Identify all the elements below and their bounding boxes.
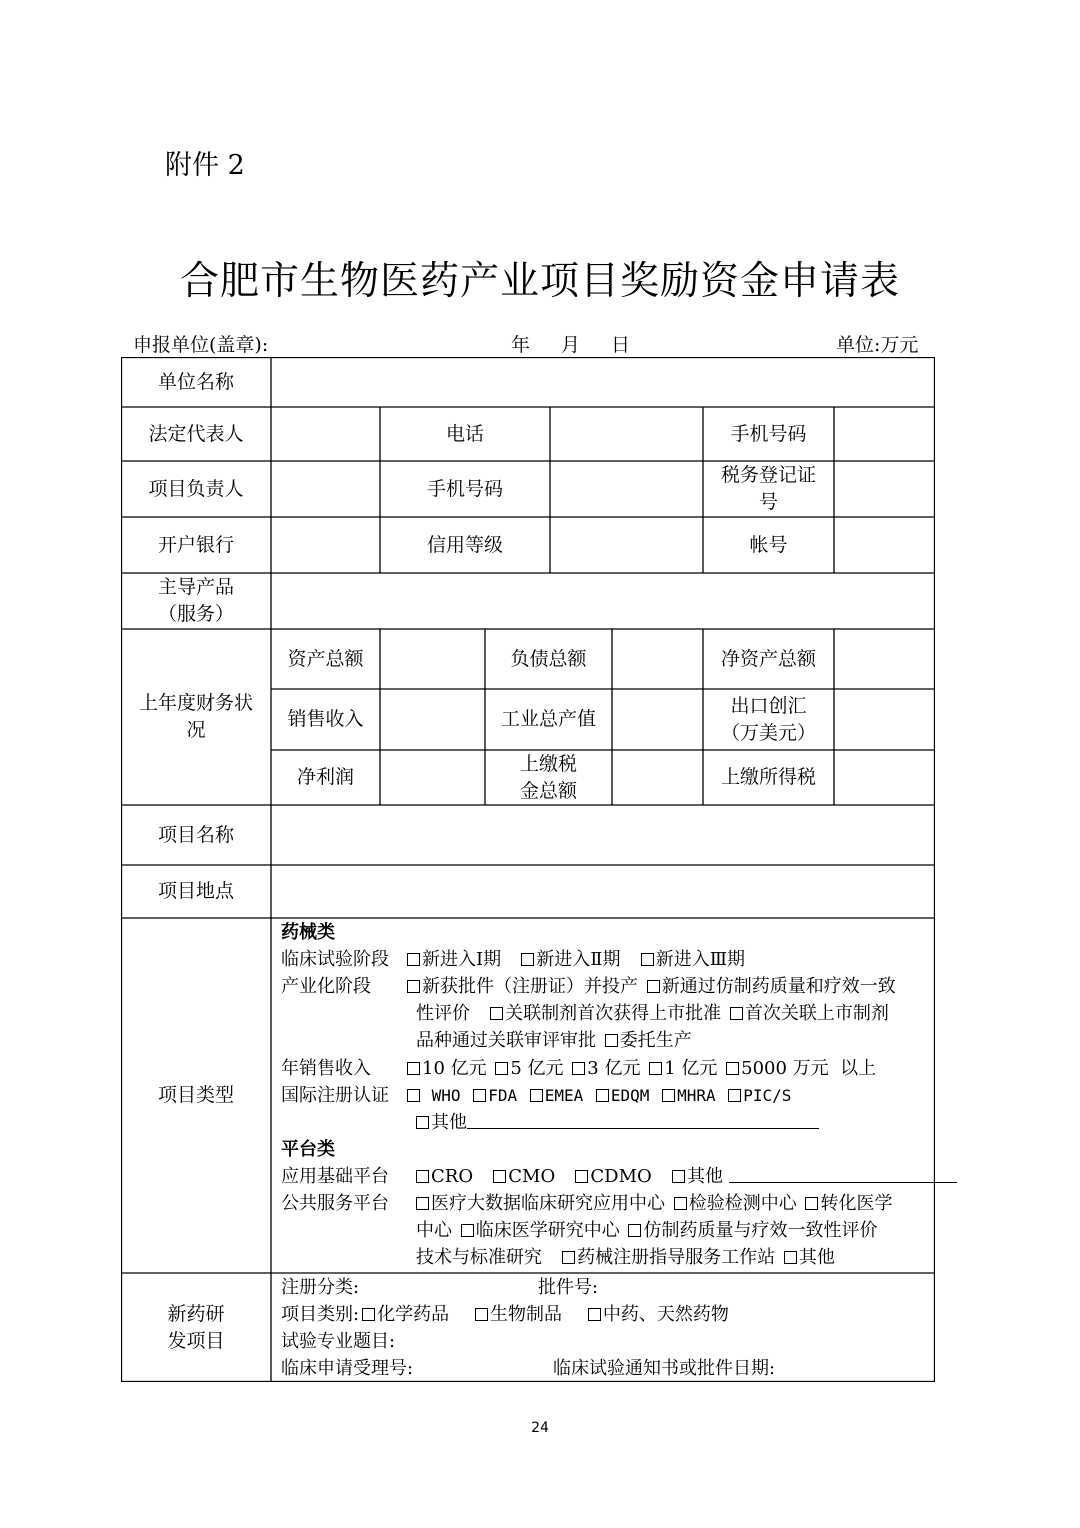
- option-label: 医疗大数据临床研究应用中心: [431, 1193, 665, 1214]
- checkbox[interactable]: [730, 1007, 743, 1020]
- other-input-line[interactable]: [467, 1114, 819, 1129]
- clinical-no-label: 临床申请受理号:: [281, 1358, 414, 1379]
- category-label: 项目类别:: [281, 1304, 360, 1325]
- sales-suffix: 以上: [840, 1058, 877, 1079]
- approval-no-label: 批件号:: [538, 1277, 599, 1298]
- date-day: 日: [611, 334, 631, 356]
- project-name-label: 项目名称: [157, 823, 234, 846]
- sales-options: [404, 1055, 876, 1082]
- main-product-line1: 主导产品: [157, 576, 234, 598]
- industrial-row2: [416, 1000, 889, 1027]
- option-label: 中药、天然药物: [602, 1304, 729, 1325]
- date-month: 月: [561, 334, 581, 356]
- sales-range-label: 年销售收入: [281, 1058, 371, 1079]
- project-category: [281, 1301, 729, 1328]
- option-label: 临床医学研究中心: [475, 1220, 620, 1241]
- option-label: MHRA: [677, 1086, 716, 1105]
- other-input-line[interactable]: [729, 1168, 957, 1183]
- checkbox[interactable]: [728, 1089, 741, 1102]
- checkbox[interactable]: [647, 980, 660, 993]
- finance-line2: 况: [186, 719, 206, 741]
- project-lead-label: 项目负责人: [148, 477, 244, 500]
- project-type-label: 项目类型: [157, 1084, 234, 1106]
- form-title: 合肥市生物医药产业项目奖励资金申请表: [179, 259, 900, 304]
- intl-cert-label: 国际注册认证: [281, 1085, 389, 1106]
- option-label: 5 亿元: [510, 1058, 564, 1079]
- checkbox[interactable]: [461, 1224, 474, 1237]
- export-label: [703, 689, 834, 750]
- checkbox[interactable]: [588, 1308, 601, 1321]
- new-drug-label: [121, 1273, 271, 1382]
- page-number: 24: [531, 1420, 549, 1436]
- public-row1: [413, 1190, 892, 1217]
- project-site-label: 项目地点: [157, 880, 234, 902]
- checkbox[interactable]: [407, 1062, 420, 1075]
- new-drug-line1: 新药研: [167, 1302, 225, 1325]
- sales-label: 销售收入: [287, 708, 364, 730]
- checkbox[interactable]: [596, 1089, 609, 1102]
- industrial-output-label: 工业总产值: [500, 708, 596, 730]
- option-label: FDA: [488, 1086, 518, 1105]
- option-label: 新进入Ⅰ期: [422, 949, 502, 970]
- option-label: PIC/S: [743, 1086, 792, 1105]
- clinical-options: [404, 946, 745, 973]
- tax-paid-label: [485, 750, 612, 805]
- option-label: 5000 万元: [741, 1058, 829, 1079]
- option-label: WHO: [431, 1086, 461, 1105]
- checkbox[interactable]: [562, 1251, 575, 1264]
- option-label: EDQM: [610, 1086, 650, 1105]
- export-line2: （万美元）: [720, 721, 816, 744]
- total-assets-label: 资产总额: [287, 647, 364, 670]
- app-platform-label: 应用基础平台: [281, 1166, 389, 1187]
- checkbox[interactable]: [674, 1197, 687, 1210]
- income-tax-label: 上缴所得税: [720, 766, 816, 788]
- checkbox[interactable]: [605, 1034, 618, 1047]
- option-label-cont: 品种通过关联审评审批: [416, 1030, 596, 1051]
- topic-label: 试验专业题目:: [281, 1331, 396, 1352]
- phone-label: 电话: [445, 422, 484, 445]
- option-label: 其他: [686, 1166, 723, 1187]
- tax-paid-line2: 金总额: [519, 779, 577, 802]
- public-row3: [416, 1244, 835, 1271]
- option-label: 3 亿元: [587, 1058, 641, 1079]
- intl-other: [413, 1109, 819, 1136]
- option-label-cont: 性评价: [416, 1003, 470, 1024]
- checkbox[interactable]: [407, 1089, 420, 1102]
- drug-category-title: 药械类: [281, 922, 335, 943]
- checkbox[interactable]: [416, 1170, 429, 1183]
- checkbox[interactable]: [473, 1089, 486, 1102]
- mobile-label: 手机号码: [730, 422, 807, 445]
- legal-rep-label: 法定代表人: [148, 422, 244, 445]
- platform-category-title: 平台类: [281, 1139, 335, 1160]
- option-label: 化学药品: [377, 1304, 450, 1325]
- checkbox[interactable]: [521, 953, 534, 966]
- public-platform-label: 公共服务平台: [281, 1193, 389, 1214]
- option-label: 生物制品: [489, 1304, 562, 1325]
- tax-reg-label: [703, 461, 834, 517]
- checkbox[interactable]: [641, 953, 654, 966]
- credit-label: 信用等级: [426, 533, 503, 556]
- checkbox[interactable]: [784, 1251, 797, 1264]
- export-line1: 出口创汇: [730, 694, 807, 717]
- attachment-label: 附件 2: [165, 150, 245, 181]
- checkbox[interactable]: [493, 1170, 506, 1183]
- option-label: 1 亿元: [664, 1058, 718, 1079]
- option-label: 新获批件（注册证）并投产: [422, 976, 638, 997]
- checkbox[interactable]: [407, 953, 420, 966]
- checkbox[interactable]: [416, 1197, 429, 1210]
- industrial-row3: [416, 1027, 692, 1054]
- checkbox[interactable]: [649, 1062, 662, 1075]
- finance-line1: 上年度财务状: [138, 692, 253, 714]
- tax-reg-line1: 税务登记证: [720, 464, 816, 486]
- option-label: CDMO: [590, 1166, 652, 1187]
- applicant-label: 申报单位(盖章):: [133, 334, 269, 356]
- net-profit-label: 净利润: [296, 766, 354, 788]
- option-label: 新通过仿制药质量和疗效一致: [661, 976, 896, 997]
- application-form-table: [121, 357, 935, 1382]
- tax-reg-line2: 号: [758, 491, 778, 513]
- clinical-date-label: 临床试验通知书或批件日期:: [553, 1358, 776, 1379]
- date-year: 年: [511, 334, 531, 356]
- checkbox[interactable]: [726, 1062, 739, 1075]
- option-label: 转化医学: [820, 1193, 893, 1214]
- option-label: 新进入Ⅱ期: [536, 949, 621, 970]
- option-label: 药械注册指导服务工作站: [577, 1247, 776, 1268]
- checkbox[interactable]: [495, 1062, 508, 1075]
- clinical-label: 临床试验阶段: [281, 949, 389, 970]
- main-product-line2: （服务）: [157, 603, 234, 625]
- unit-name-label: 单位名称: [157, 370, 234, 393]
- option-label-cont: 技术与标准研究: [416, 1247, 542, 1268]
- industrial-row1: [404, 973, 896, 1000]
- option-label: 委托生产: [619, 1030, 692, 1051]
- checkbox[interactable]: [572, 1062, 585, 1075]
- option-label: 10 亿元: [422, 1058, 487, 1079]
- app-platform-options: [413, 1163, 957, 1190]
- main-product-label: [121, 573, 271, 629]
- new-drug-line2: 发项目: [167, 1329, 225, 1352]
- checkbox[interactable]: [672, 1170, 685, 1183]
- option-label: 关联制剂首次获得上市批准: [505, 1003, 722, 1024]
- checkbox[interactable]: [662, 1089, 675, 1102]
- mobile2-label: 手机号码: [426, 477, 503, 500]
- checkbox[interactable]: [416, 1116, 429, 1129]
- option-label: 新进入Ⅲ期: [655, 949, 746, 970]
- checkbox[interactable]: [628, 1224, 641, 1237]
- option-label: 其他: [431, 1112, 467, 1133]
- bank-label: 开户银行: [157, 533, 234, 556]
- option-label: 其他: [798, 1247, 835, 1268]
- option-label: CRO: [431, 1166, 474, 1187]
- industrial-label: 产业化阶段: [281, 976, 371, 997]
- checkbox[interactable]: [805, 1197, 818, 1210]
- finance-label: [121, 629, 271, 805]
- checkbox[interactable]: [575, 1170, 588, 1183]
- tax-paid-line1: 上缴税: [519, 752, 577, 775]
- checkbox[interactable]: [407, 980, 420, 993]
- net-assets-label: 净资产总额: [720, 647, 816, 670]
- account-label: 帐号: [749, 533, 788, 556]
- checkbox[interactable]: [530, 1089, 543, 1102]
- checkbox[interactable]: [475, 1308, 488, 1321]
- option-label-cont: 中心: [416, 1220, 452, 1241]
- option-label: 检验检测中心: [688, 1193, 797, 1214]
- total-liab-label: 负债总额: [510, 647, 587, 670]
- intl-options: [404, 1082, 791, 1109]
- checkbox[interactable]: [362, 1308, 375, 1321]
- option-label: EMEA: [544, 1086, 584, 1105]
- public-row2: [416, 1217, 877, 1244]
- option-label: CMO: [508, 1166, 556, 1187]
- reg-class-label: 注册分类:: [281, 1277, 360, 1298]
- option-label: 首次关联上市制剂: [744, 1003, 889, 1024]
- option-label: 仿制药质量与疗效一致性评价: [643, 1220, 878, 1241]
- unit-label: 单位:万元: [836, 334, 919, 356]
- checkbox[interactable]: [490, 1007, 503, 1020]
